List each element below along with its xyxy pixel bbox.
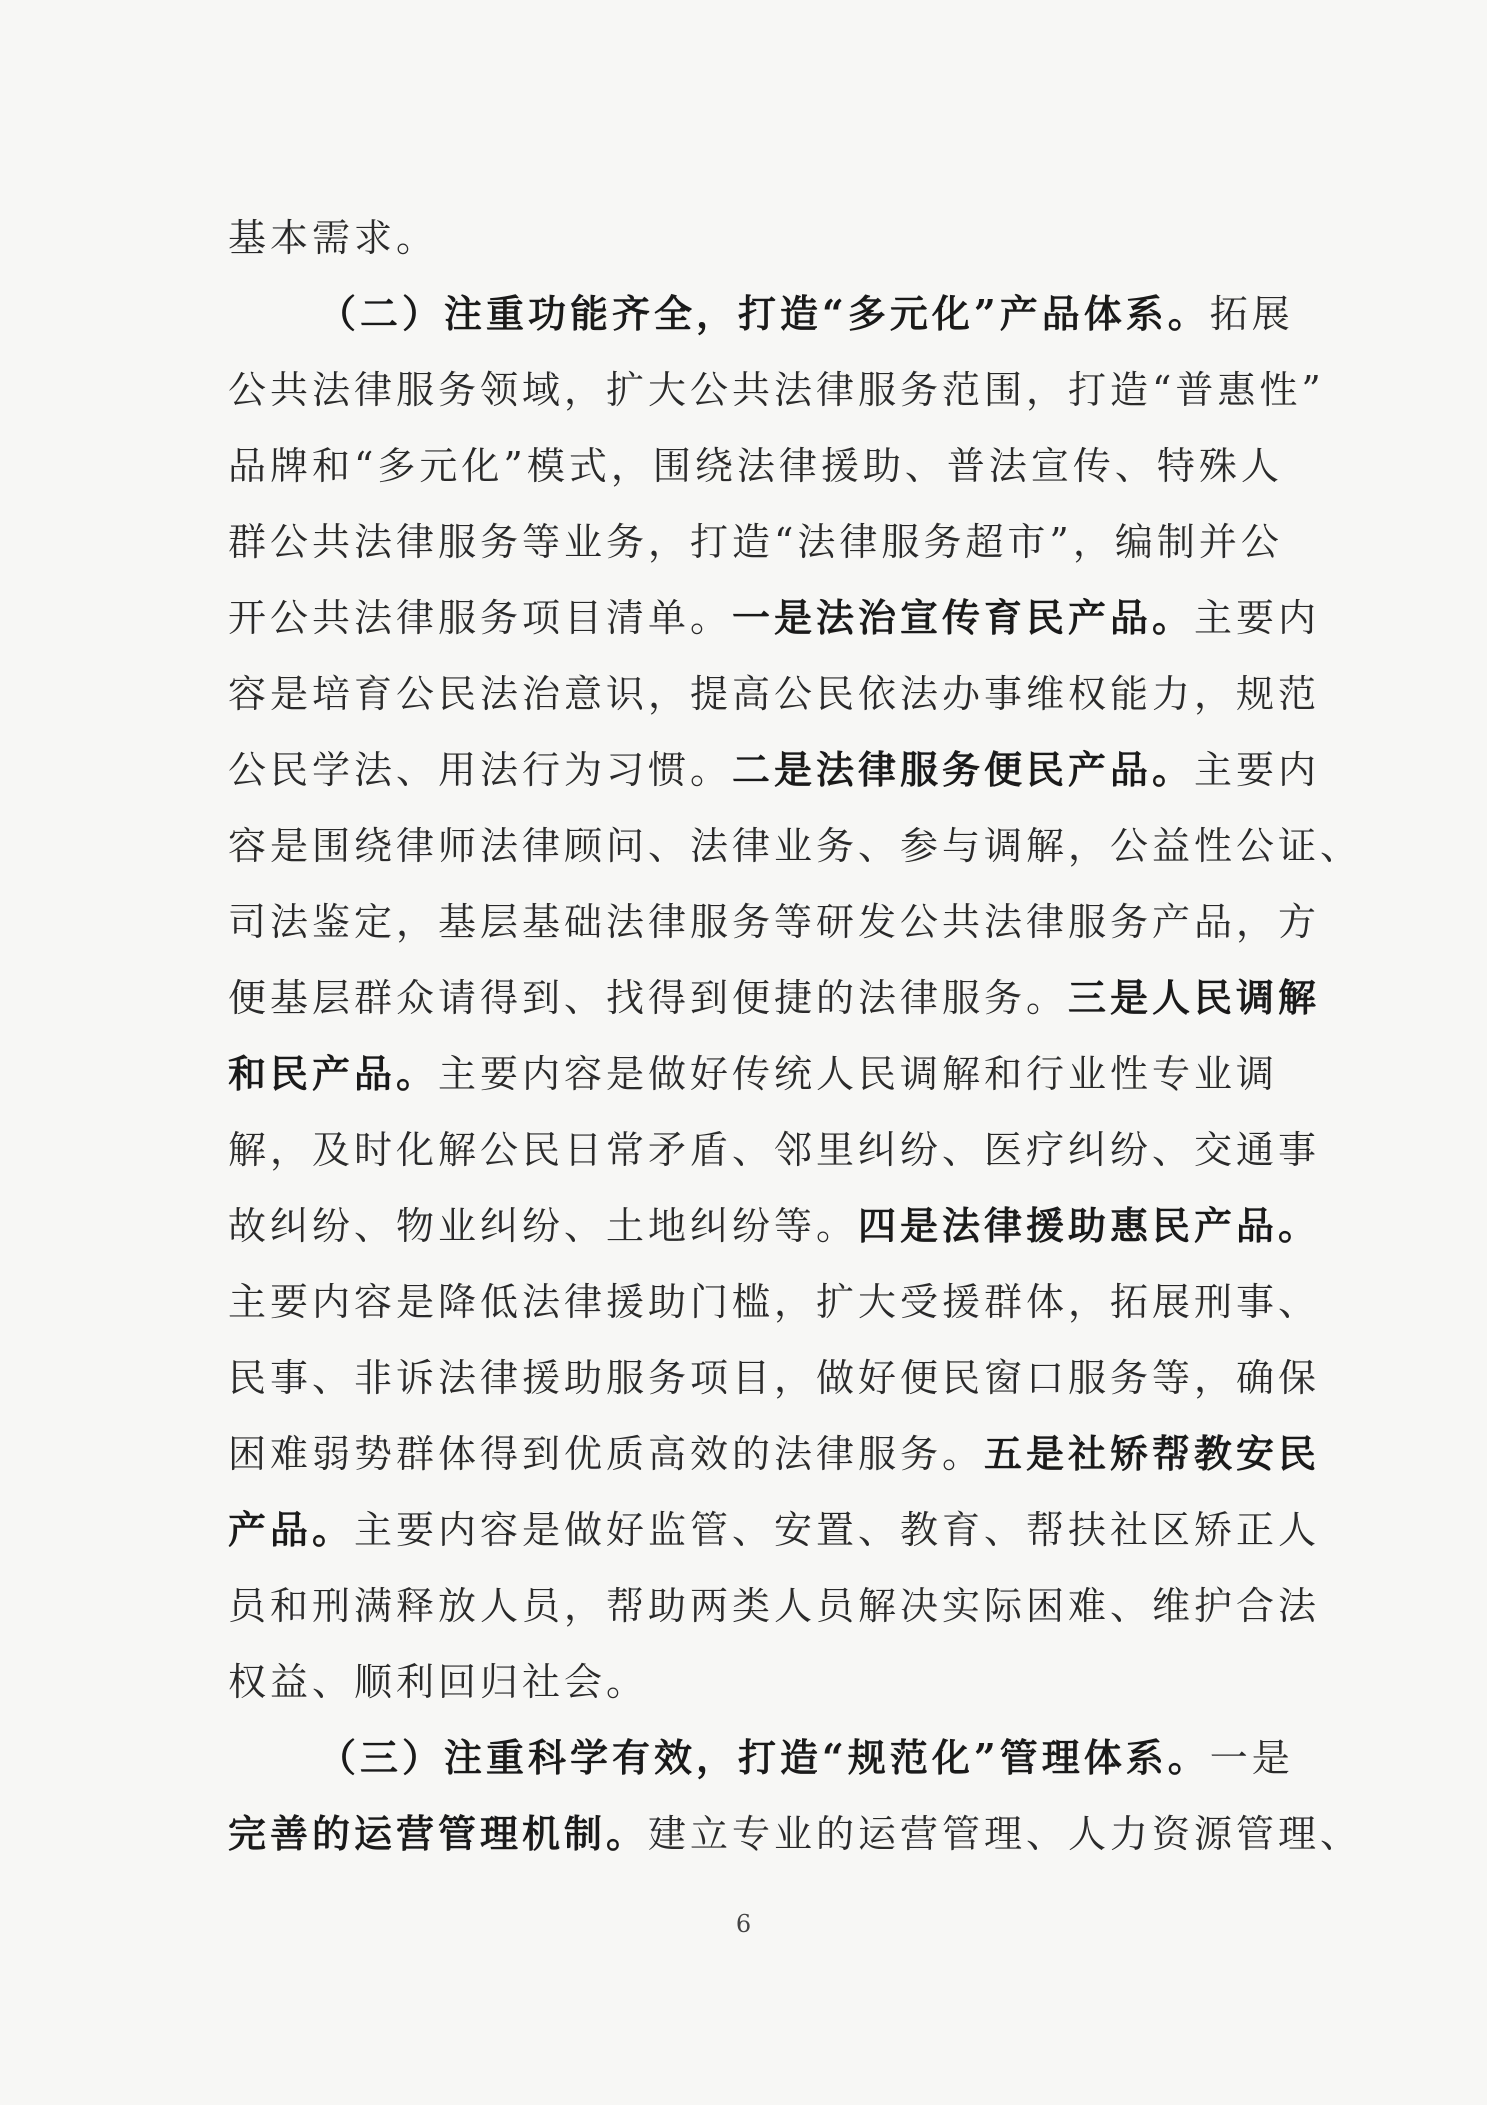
- bold-text: 二是法律服务便民产品。: [732, 747, 1195, 792]
- text-line: [228, 1188, 1321, 1264]
- text-line: [228, 1568, 1321, 1644]
- text-line: [228, 1796, 1363, 1872]
- text-line: [228, 732, 1321, 808]
- text-line: [228, 1264, 1321, 1340]
- body-text: 主要内容是做好传统人民调解和行业性专业调: [438, 1052, 1279, 1096]
- body-text: 群公共法律服务等业务，打造“法律服务超市”，编制并公: [228, 520, 1283, 564]
- text-line: [228, 656, 1321, 732]
- body-text: 主要内: [1194, 748, 1321, 792]
- bold-text: 产品。: [228, 1507, 355, 1552]
- text-line: [228, 808, 1363, 884]
- bold-text: 完善的运营管理机制。: [228, 1811, 649, 1856]
- text-line: [228, 1036, 1279, 1112]
- body-text: 建立专业的运营管理、人力资源管理、: [648, 1812, 1363, 1856]
- text-line: [228, 1340, 1321, 1416]
- body-text: 主要内容是做好监管、安置、教育、帮扶社区矫正人: [354, 1508, 1321, 1552]
- body-text: 一是: [1209, 1736, 1294, 1780]
- body-text: 民事、非诉法律援助服务项目，做好便民窗口服务等，确保: [228, 1356, 1321, 1400]
- body-text: 开公共法律服务项目清单。: [228, 596, 733, 640]
- body-text: 容是培育公民法治意识，提高公民依法办事维权能力，规范: [228, 672, 1321, 716]
- body-text: 容是围绕律师法律顾问、法律业务、参与调解，公益性公证、: [228, 824, 1363, 868]
- bold-text: 四是法律援助惠民产品。: [858, 1203, 1321, 1248]
- body-text: 主要内: [1194, 596, 1321, 640]
- text-line: [228, 504, 1283, 580]
- body-text: 解，及时化解公民日常矛盾、邻里纠纷、医疗纠纷、交通事: [228, 1128, 1321, 1172]
- body-text: 主要内容是降低法律援助门槛，扩大受援群体，拓展刑事、: [228, 1280, 1321, 1324]
- bold-text: 五是社矫帮教安民: [984, 1431, 1321, 1476]
- body-text: 公共法律服务领域，扩大公共法律服务范围，打造“普惠性”: [228, 368, 1325, 412]
- body-text: 司法鉴定，基层基础法律服务等研发公共法律服务产品，方: [228, 900, 1321, 944]
- body-text: 权益、顺利回归社会。: [228, 1660, 649, 1704]
- bold-text: （三）注重科学有效，打造“规范化”管理体系。: [318, 1735, 1210, 1780]
- text-line: [228, 884, 1321, 960]
- text-line: [228, 200, 1268, 276]
- body-text: 便基层群众请得到、找得到便捷的法律服务。: [228, 976, 1069, 1020]
- text-line: [228, 1416, 1321, 1492]
- document-body: [228, 200, 1363, 1872]
- bold-text: 一是法治宣传育民产品。: [732, 595, 1195, 640]
- text-line: [228, 276, 1294, 352]
- text-line: [228, 428, 1283, 504]
- text-line: [228, 1644, 1268, 1720]
- bold-text: 三是人民调解: [1068, 975, 1321, 1020]
- text-line: [228, 580, 1321, 656]
- text-line: [228, 1720, 1294, 1796]
- text-line: [228, 1492, 1321, 1568]
- body-text: 故纠纷、物业纠纷、土地纠纷等。: [228, 1204, 859, 1248]
- body-text: 品牌和“多元化”模式，围绕法律援助、普法宣传、特殊人: [228, 444, 1283, 488]
- text-line: [228, 960, 1321, 1036]
- text-line: [228, 1112, 1321, 1188]
- text-line: [228, 352, 1325, 428]
- bold-text: （二）注重功能齐全，打造“多元化”产品体系。: [318, 291, 1210, 336]
- body-text: 困难弱势群体得到优质高效的法律服务。: [228, 1432, 985, 1476]
- body-text: 基本需求。: [228, 216, 439, 260]
- body-text: 公民学法、用法行为习惯。: [228, 748, 733, 792]
- body-text: 拓展: [1209, 292, 1294, 336]
- page-number: 6: [735, 1910, 752, 1938]
- body-text: 员和刑满释放人员，帮助两类人员解决实际困难、维护合法: [228, 1584, 1321, 1628]
- bold-text: 和民产品。: [228, 1051, 439, 1096]
